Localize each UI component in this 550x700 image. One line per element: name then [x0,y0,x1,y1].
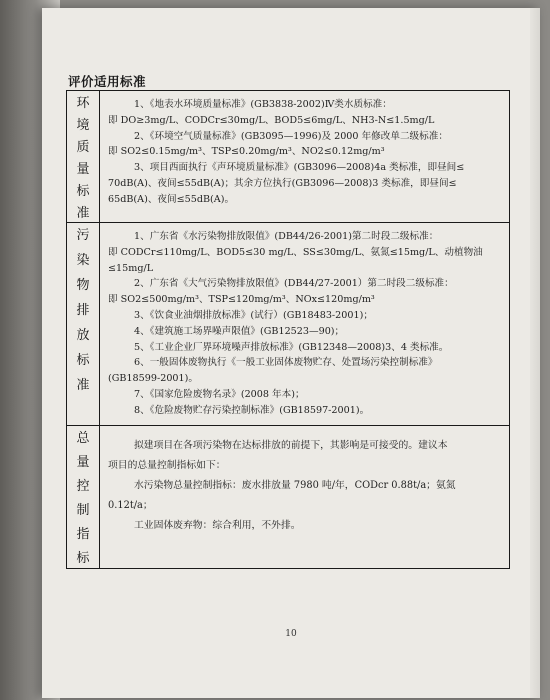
content-cell [100,91,510,223]
category-cell [67,91,100,223]
document-page [42,8,540,698]
text-line: (GB18599-2001)。 [108,373,198,385]
content-cell [100,426,510,569]
text-line: 即 SO2≤500mg/m³、TSP≤120mg/m³、NOx≤120mg/m³ [108,294,375,306]
category-cell [67,223,100,426]
content-cell [100,223,510,426]
text-line: 7、《国家危险废物名录》(2008 年本)； [134,388,305,400]
category-label: 环 境 质 量 标 准 [76,96,90,221]
text-line: 8、《危险废物贮存污染控制标准》(GB18597-2001)。 [134,404,370,416]
text-line: 0.12t/a； [108,500,153,511]
text-line: 70dB(A)、夜间≤55dB(A)；其余方位执行(GB3096—2008)3 类标准，即昼间≤ [108,177,457,189]
text-line: 5、《工业企业厂界环境噪声排放标准》(GB12348—2008)3、4 类标准。 [134,341,449,353]
text-line: 3、项目西面执行《声环境质量标准》(GB3096—2008)4a 类标准，即昼间≤ [134,162,465,174]
section-heading: 评价适用标准 [68,74,147,89]
text-line: 4、《建筑施工场界噪声限值》(GB12523—90)； [134,325,345,337]
text-line: 1、广东省《水污染物排放限值》(DB44/26-2001)第二时段二级标准： [134,231,439,242]
text-line: 即 DO≥3mg/L、CODCr≤30mg/L、BOD5≤6mg/L、NH3-N≤1.5mg/L [108,114,435,126]
category-cell [67,426,100,569]
text-line: 即 CODCr≤110mg/L、BOD5≤30 mg/L、SS≤30mg/L、氨氮≤15mg/L、动植物油 [108,246,483,258]
text-line: 即 SO2≤0.15mg/m³、TSP≤0.20mg/m³、NO2≤0.12mg/m³ [108,146,385,158]
text-line: 2、《环境空气质量标准》(GB3095—1996)及 2000 年修改单二级标准： [134,130,448,142]
table-row-total-control [67,426,510,569]
page-number: 10 [285,629,297,639]
category-label: 总 量 控 制 指 标 [76,431,90,566]
text-line: 水污染物总量控制指标：废水排放量 7980 吨/年，CODcr 0.88t/a；氨氮 [134,480,456,491]
page-edge [530,8,540,698]
text-line: 3、《饮食业油烟排放标准》(试行）(GB18483-2001)； [134,309,373,321]
category-label: 污 染 物 排 放 标 准 [76,228,90,393]
text-line: ≤15mg/L [108,262,154,274]
table-row-environmental-quality [67,91,510,223]
text-line: 65dB(A)、夜间≤55dB(A)。 [108,193,235,205]
text-line: 项目的总量控制指标如下： [108,460,226,471]
table-row-emission-standards [67,223,510,426]
text-line: 拟建项目在各项污染物在达标排放的前提下，其影响是可接受的。建议本 [134,440,448,451]
text-line: 6、一般固体废物执行《一般工业固体废物贮存、处置场污染控制标准》 [134,357,438,369]
text-line: 1、《地表水环境质量标准》(GB3838-2002)Ⅳ类水质标准： [134,99,392,110]
text-line: 2、广东省《大气污染物排放限值》(DB44/27-2001）第二时段二级标准： [134,278,454,290]
standards-table [66,90,510,569]
text-line: 工业固体废弃物：综合利用，不外排。 [134,520,301,531]
